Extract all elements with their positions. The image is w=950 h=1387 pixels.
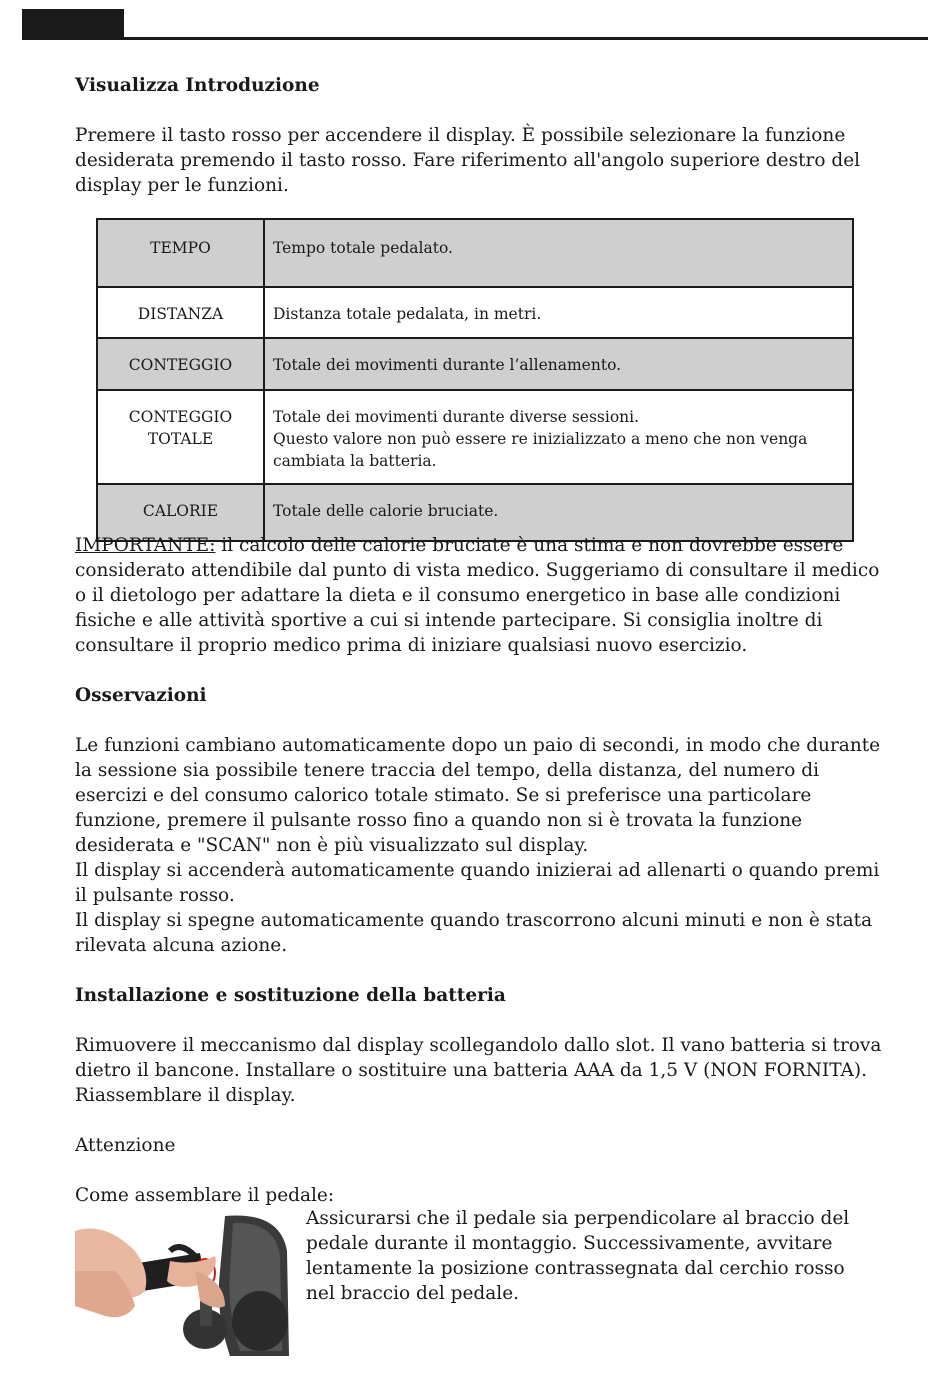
pedal-assembly-image	[75, 1211, 290, 1356]
function-name: TEMPO	[97, 219, 264, 287]
intro-heading: Visualizza Introduzione	[75, 75, 320, 96]
function-description: Distanza totale pedalata, in metri.	[264, 287, 853, 338]
observations-paragraph-1: Le funzioni cambiano automaticamente dopo un paio di secondi, in modo che durante la sessione sia possibile tenere traccia del tempo, della distanza, del numero di esercizi e del consumo calorico totale stimato. Se si preferisce una particolare funzione, premere il pulsante rosso fino a quando non si è trovata la funzione desiderata e "SCAN" non è più visualizzato sul display.	[75, 735, 881, 856]
table-row	[97, 219, 853, 287]
functions-table	[96, 218, 854, 520]
function-description: Totale dei movimenti durante l’allenamento.	[264, 338, 853, 390]
pedal-instructions: Assicurarsi che il pedale sia perpendicolare al braccio del pedale durante il montaggio. Successivamente, avvitare lentamente la posizione contrassegnata dal cerchio rosso nel braccio del pedale.	[306, 1208, 850, 1304]
description-line: Totale dei movimenti durante diverse sessioni.	[273, 408, 640, 426]
table-row	[97, 287, 853, 338]
pedal-heading: Come assemblare il pedale:	[75, 1185, 335, 1206]
page-content	[75, 73, 885, 198]
function-name: CALORIE	[97, 484, 264, 541]
function-description: Tempo totale pedalato.	[264, 219, 853, 287]
battery-heading: Installazione e sostituzione della batteria	[75, 985, 506, 1006]
observations-paragraph-3: Il display si spegne automaticamente quando trascorrono alcuni minuti e non è stata rilevata alcuna azione.	[75, 910, 873, 956]
function-description: Totale delle calorie bruciate.	[264, 484, 853, 541]
table-row	[97, 338, 853, 390]
function-name: DISTANZA	[97, 287, 264, 338]
observations-paragraph-2: Il display si accenderà automaticamente quando inizierai ad allenarti o quando premi il pulsante rosso.	[75, 860, 880, 906]
page-content-lower	[75, 533, 885, 1208]
important-text: il calcolo delle calorie bruciate è una stima e non dovrebbe essere considerato attendibile dal punto di vista medico. Suggeriamo di consultare il medico o il dietologo per adattare la dieta e il consumo energetico in base alle condizioni fisiche e alle attività sportive a cui si intende partecipare. Si consiglia inoltre di consultare il proprio medico prima di iniziare qualsiasi nuovo esercizio.	[75, 535, 880, 656]
table-row	[97, 390, 853, 484]
battery-paragraph: Rimuovere il meccanismo dal display scollegandolo dallo slot. Il vano batteria si trova dietro il bancone. Installare o sostituire una batteria AAA da 1,5 V (NON FORNITA). Riassemblare il display.	[75, 1035, 882, 1106]
function-description	[264, 390, 853, 484]
function-name: CONTEGGIO	[97, 338, 264, 390]
important-paragraph	[75, 533, 885, 658]
observations-heading: Osservazioni	[75, 685, 207, 706]
function-name: CONTEGGIO TOTALE	[97, 390, 264, 484]
intro-paragraph: Premere il tasto rosso per accendere il display. È possibile selezionare la funzione desiderata premendo il tasto rosso. Fare riferimento all'angolo superiore destro del display per le funzioni.	[75, 125, 861, 196]
header-black-block	[22, 9, 124, 38]
important-label: IMPORTANTE:	[75, 535, 216, 556]
header-rule	[22, 37, 928, 40]
description-line: Questo valore non può essere re inizializzato a meno che non venga cambiata la batteria.	[273, 430, 808, 470]
attention-text: Attenzione	[75, 1135, 176, 1156]
